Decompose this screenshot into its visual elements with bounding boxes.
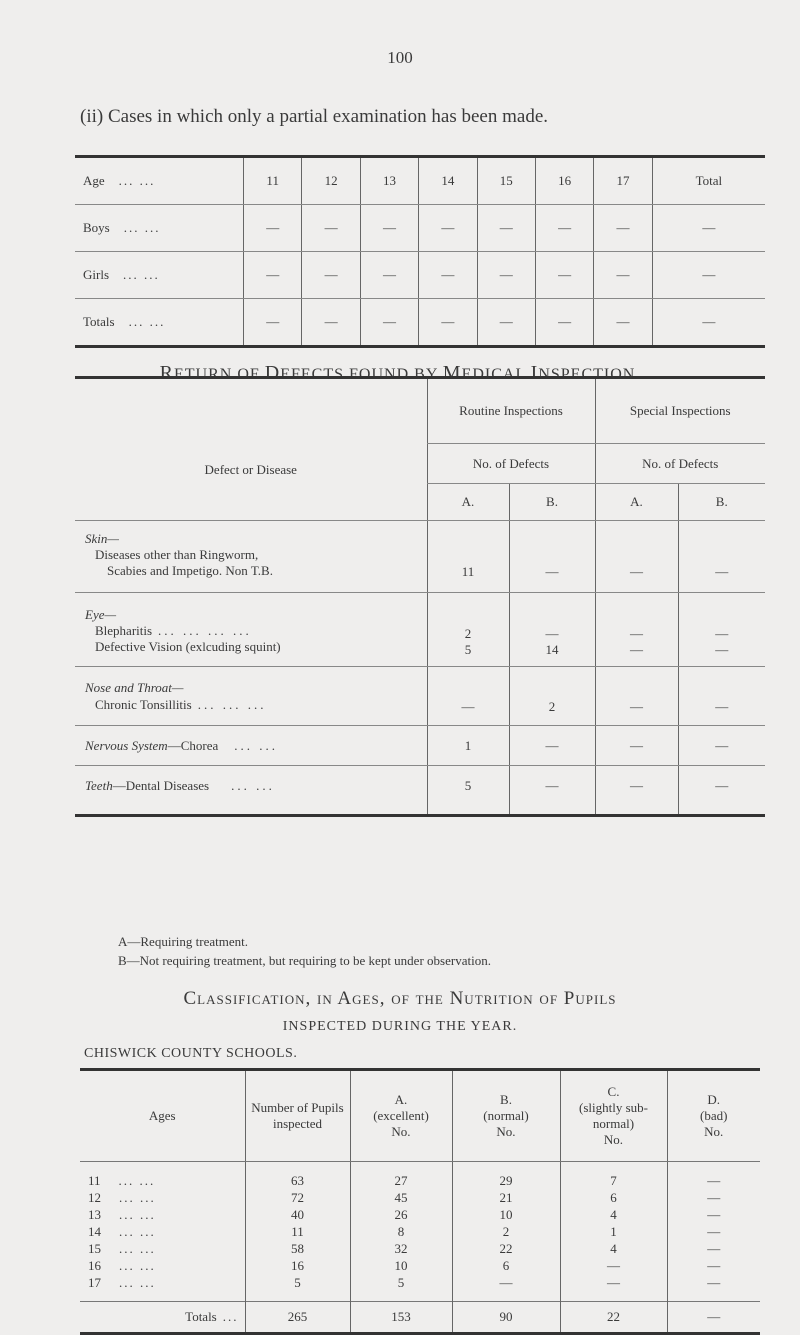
special-inspections-header: Special Inspections [595,378,765,444]
table-cell: — [302,299,360,347]
table-cell: — [535,205,593,252]
table-cell: — [360,205,418,252]
table-cell: 1 [560,1223,667,1240]
girls-row [75,252,765,299]
table-cell: — [667,1172,760,1189]
table-cell: — [560,1274,667,1291]
nutrition-table [80,1068,760,1335]
page-number: 100 [387,48,413,67]
table-cell: — [244,299,302,347]
table-cell: — [667,1240,760,1257]
totals-label-cell: Totals ... ... [75,299,244,347]
table-cell: — [509,766,595,816]
routine-a-header: A. [427,484,509,521]
table-row [80,1206,760,1223]
table-cell: — [594,205,652,252]
table-cell: 6 [452,1257,560,1274]
table-cell: — [667,1206,760,1223]
table-cell: 2 [452,1223,560,1240]
age-14-header: 14 [419,157,477,205]
grade-d-header: D. (bad) No. [667,1070,760,1162]
table-cell: 2 5 [427,593,509,667]
age-cell: 11 ... ... [88,1172,156,1188]
table-cell: — [652,205,765,252]
table-cell: — [244,252,302,299]
teeth-label: Teeth—Dental Diseases ... ... [75,766,427,816]
note-a: A—Requiring treatment. [118,934,248,949]
table-cell: 1 [427,726,509,766]
table-cell: 5 [350,1274,452,1291]
table-cell: 58 [245,1240,350,1257]
totals-row [80,1302,760,1334]
nervous-system-row [75,726,765,766]
table-cell: 4 [560,1240,667,1257]
table-cell: 40 [245,1206,350,1223]
table-cell: 16 [245,1257,350,1274]
age-cell: 16 ... ... [88,1257,156,1273]
routine-inspections-header: Routine Inspections [427,378,595,444]
eye-row [75,593,765,667]
nutrition-header-row [80,1070,760,1162]
partial-examination-table [75,155,765,348]
table-row [80,1257,760,1274]
table-cell: — [652,252,765,299]
table-cell: — [667,1189,760,1206]
partial-examination-title: (ii) Cases in which only a partial examination has been made. [80,106,548,127]
nervous-system-label: Nervous System—Chorea ... ... [75,726,427,766]
nose-throat-row [75,667,765,726]
age-16-header: 16 [535,157,593,205]
age-12-header: 12 [302,157,360,205]
table-cell: — [678,766,765,816]
table-cell: — [667,1302,760,1334]
totals-label-cell: Totals ... [80,1302,245,1334]
table-cell: 10 [350,1257,452,1274]
table-cell: — [595,521,678,593]
grade-b-header: B. (normal) No. [452,1070,560,1162]
school-name: CHISWICK COUNTY SCHOOLS. [84,1046,298,1061]
table-cell: 26 [350,1206,452,1223]
skin-row [75,521,765,593]
table-cell: — [667,1257,760,1274]
table-cell: — [652,299,765,347]
table-row [80,1172,760,1189]
age-cell: 15 ... ... [88,1240,156,1256]
age-17-header: 17 [594,157,652,205]
total-header: Total [652,157,765,205]
age-13-header: 13 [360,157,418,205]
table-cell: — 14 [509,593,595,667]
table-cell: — — [678,593,765,667]
table-cell: — [595,667,678,726]
table-cell: — [678,667,765,726]
table-row [80,1189,760,1206]
age-header-row [75,157,765,205]
table-cell: — [594,299,652,347]
age-cell: 13 ... ... [88,1206,156,1222]
table-cell: 153 [350,1302,452,1334]
table-cell: — [419,205,477,252]
table-cell: — [509,521,595,593]
defect-or-disease-header: Defect or Disease [75,378,427,521]
table-row [80,1223,760,1240]
ages-header: Ages [80,1070,245,1162]
table-cell: — [509,726,595,766]
table-cell: 4 [560,1206,667,1223]
defects-return-title: RETURN OF DEFECTS FOUND BY MEDICAL INSPECTION. [159,362,641,384]
note-b: B—Not requiring treatment, but requiring to be kept under observation. [118,953,491,968]
table-cell: 90 [452,1302,560,1334]
table-cell: — [360,252,418,299]
table-cell: — [535,299,593,347]
table-cell: 72 [245,1189,350,1206]
table-cell: 7 [560,1172,667,1189]
skin-label: Skin— Diseases other than Ringworm, Scabies and Impetigo. Non T.B. [75,521,427,593]
age-15-header: 15 [477,157,535,205]
table-cell: 10 [452,1206,560,1223]
number-inspected-header: Number of Pupils inspected [245,1070,350,1162]
age-cell: 12 ... ... [88,1189,156,1205]
table-cell: — [419,299,477,347]
girls-label-cell: Girls ... ... [75,252,244,299]
age-11-header: 11 [244,157,302,205]
eye-label: Eye— Blepharitis ... ... ... ... Defective Vision (exlcuding squint) [75,593,427,667]
table-cell: 22 [560,1302,667,1334]
table-cell: — [419,252,477,299]
special-b-header: B. [678,484,765,521]
age-cell: 14 ... ... [88,1223,156,1239]
table-cell: 21 [452,1189,560,1206]
grade-c-header: C. (slightly sub-normal) No. [560,1070,667,1162]
table-cell: — [667,1223,760,1240]
table-cell: 32 [350,1240,452,1257]
table-cell: — — [595,593,678,667]
table-cell: — [595,726,678,766]
table-cell: 8 [350,1223,452,1240]
table-cell: — [477,252,535,299]
table-cell: — [595,766,678,816]
table-cell: — [244,205,302,252]
special-no-of-defects: No. of Defects [595,444,765,484]
table-cell: 5 [427,766,509,816]
totals-row [75,299,765,347]
table-cell: — [452,1274,560,1291]
routine-no-of-defects: No. of Defects [427,444,595,484]
table-cell: — [678,521,765,593]
boys-label-cell: Boys ... ... [75,205,244,252]
table-cell: 5 [245,1274,350,1291]
table-cell: — [302,205,360,252]
table-cell: 45 [350,1189,452,1206]
table-cell: — [477,299,535,347]
table-cell: — [560,1257,667,1274]
nutrition-classification-title: Classification, in Ages, of the Nutrition of Pupils INSPECTED DURING THE YEAR. [183,988,617,1034]
table-cell: 27 [350,1172,452,1189]
boys-row [75,205,765,252]
table-cell: 63 [245,1172,350,1189]
table-cell: — [594,252,652,299]
table-cell: 29 [452,1172,560,1189]
table-cell: — [667,1274,760,1291]
table-cell: — [678,726,765,766]
table-row [80,1240,760,1257]
table-cell: 6 [560,1189,667,1206]
nose-throat-label: Nose and Throat— Chronic Tonsillitis ... ... ... [75,667,427,726]
teeth-row [75,766,765,816]
table-row [80,1274,760,1291]
table-cell: — [360,299,418,347]
grade-a-header: A. (excellent) No. [350,1070,452,1162]
age-label-cell: Age ... ... [75,157,244,205]
table-cell: 2 [509,667,595,726]
routine-b-header: B. [509,484,595,521]
table-cell: 11 [427,521,509,593]
table-cell: 11 [245,1223,350,1240]
table-cell: — [535,252,593,299]
table-cell: — [477,205,535,252]
table-cell: — [302,252,360,299]
table-cell: — [427,667,509,726]
table-cell: 265 [245,1302,350,1334]
special-a-header: A. [595,484,678,521]
defects-table [75,376,765,817]
age-cell: 17 ... ... [88,1274,156,1290]
table-cell: 22 [452,1240,560,1257]
